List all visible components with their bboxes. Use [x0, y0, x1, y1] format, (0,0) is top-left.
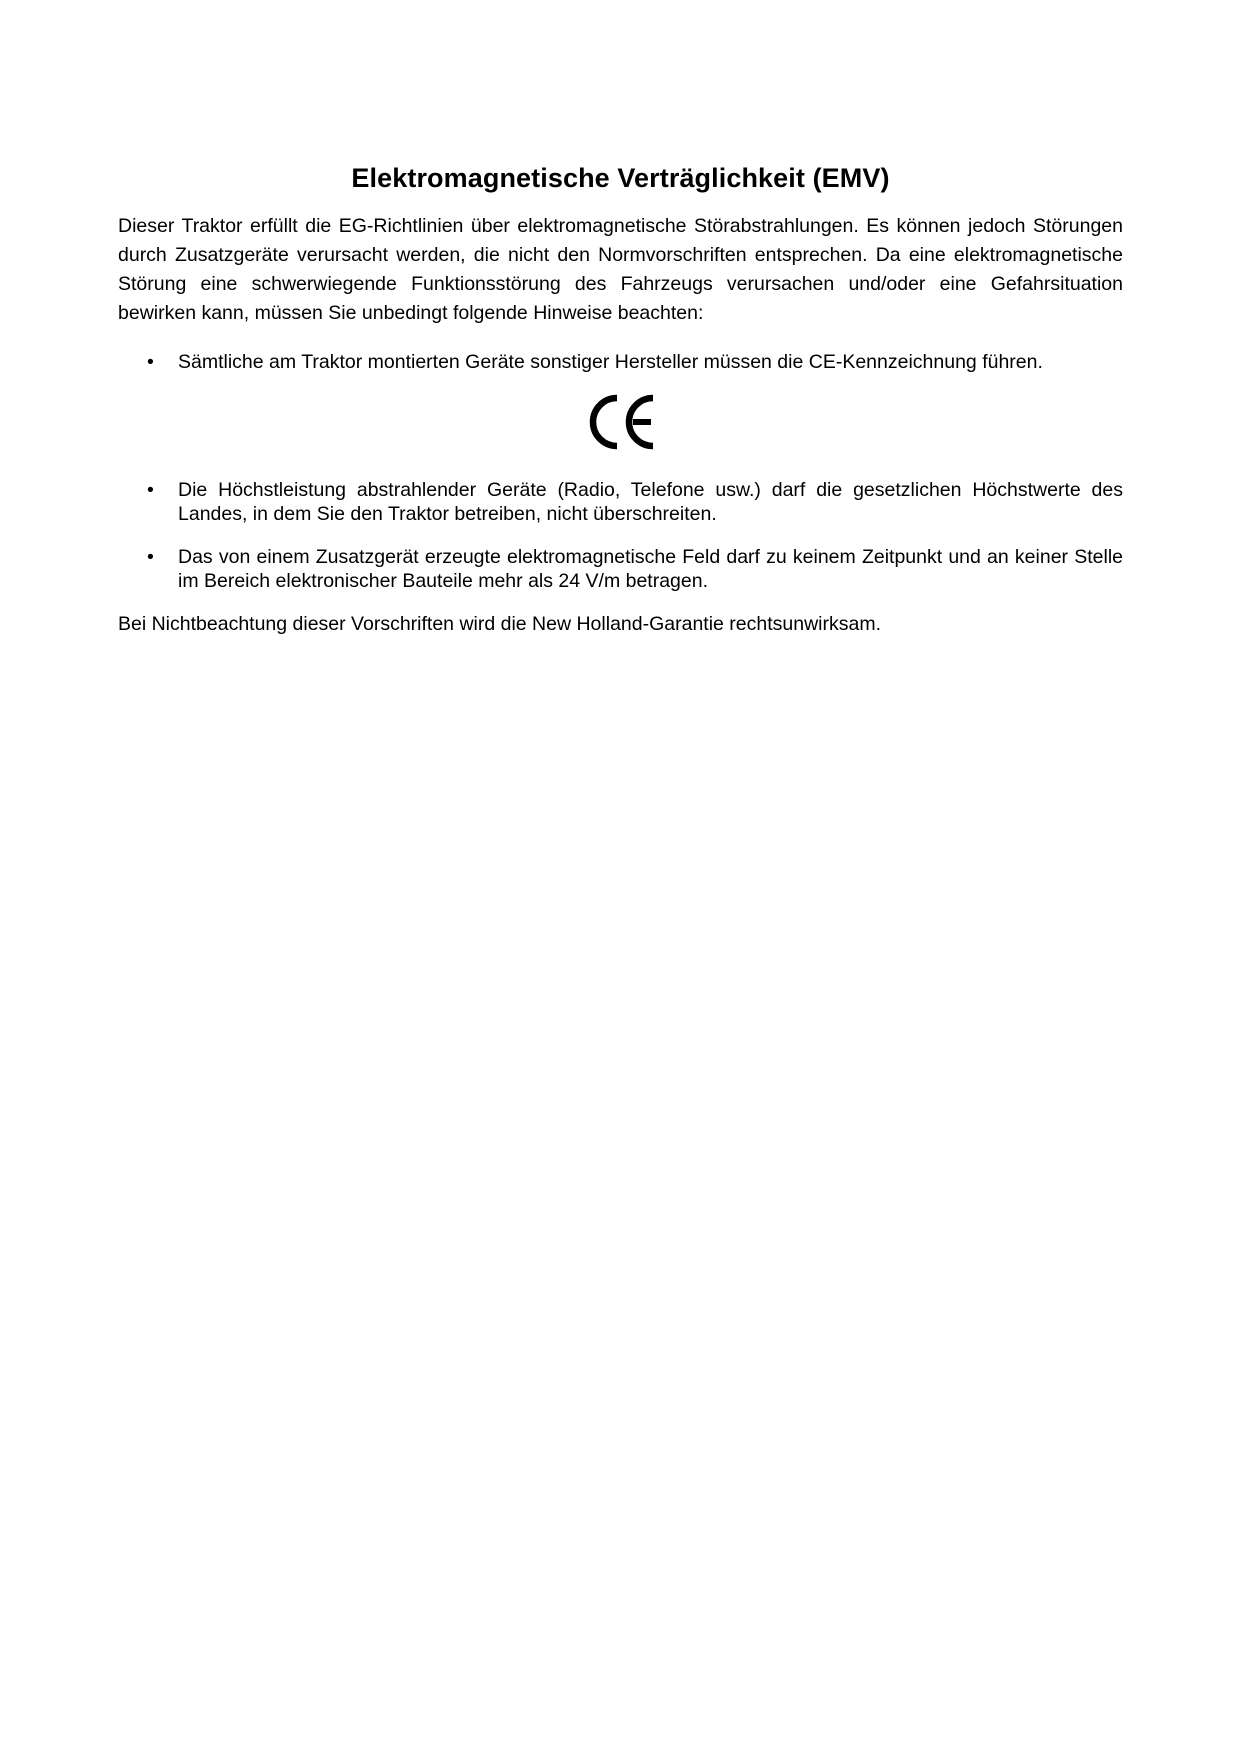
page-title: Elektromagnetische Verträglichkeit (EMV)	[351, 163, 890, 193]
list-item-text: Die Höchstleistung abstrahlender Geräte (Radio, Telefone usw.) darf die gesetzlichen Höchstwerte des Landes, in dem Sie den Traktor betreiben, nicht überschreiten.	[178, 479, 1123, 525]
bullet-icon: •	[147, 479, 154, 501]
closing-paragraph: Bei Nichtbeachtung dieser Vorschriften wird die New Holland-Garantie rechtsunwirksam.	[118, 613, 882, 635]
list-item	[118, 545, 1123, 593]
list-item-text: Das von einem Zusatzgerät erzeugte elektromagnetische Feld darf zu keinem Zeitpunkt und an keiner Stelle im Bereich elektronischer Bauteile mehr als 24 V/m betragen.	[178, 546, 1123, 592]
list-item-text: Sämtliche am Traktor montierten Geräte sonstiger Hersteller müssen die CE-Kennzeichnung führen.	[178, 351, 1043, 373]
bullet-icon: •	[147, 351, 154, 373]
ce-mark	[118, 392, 1123, 452]
list-item	[118, 350, 1123, 374]
list-item	[118, 478, 1123, 526]
bullet-icon: •	[147, 546, 154, 568]
notice-list-continued	[118, 478, 1123, 593]
ce-marking-icon	[583, 392, 659, 452]
document-page	[118, 158, 1123, 639]
intro-paragraph: Dieser Traktor erfüllt die EG-Richtlinien über elektromagnetische Störabstrahlungen. Es können jedoch Störungen durch Zusatzgeräte verursacht werden, die nicht den Normvorschriften entsprechen. Da eine elektromagnetische Störung eine schwerwiegende Funktionsstörung des Fahrzeugs verursachen und/oder eine Gefahrsituation bewirken kann, müssen Sie unbedingt folgende Hinweise beachten:	[118, 215, 1123, 324]
notice-list	[118, 350, 1123, 374]
